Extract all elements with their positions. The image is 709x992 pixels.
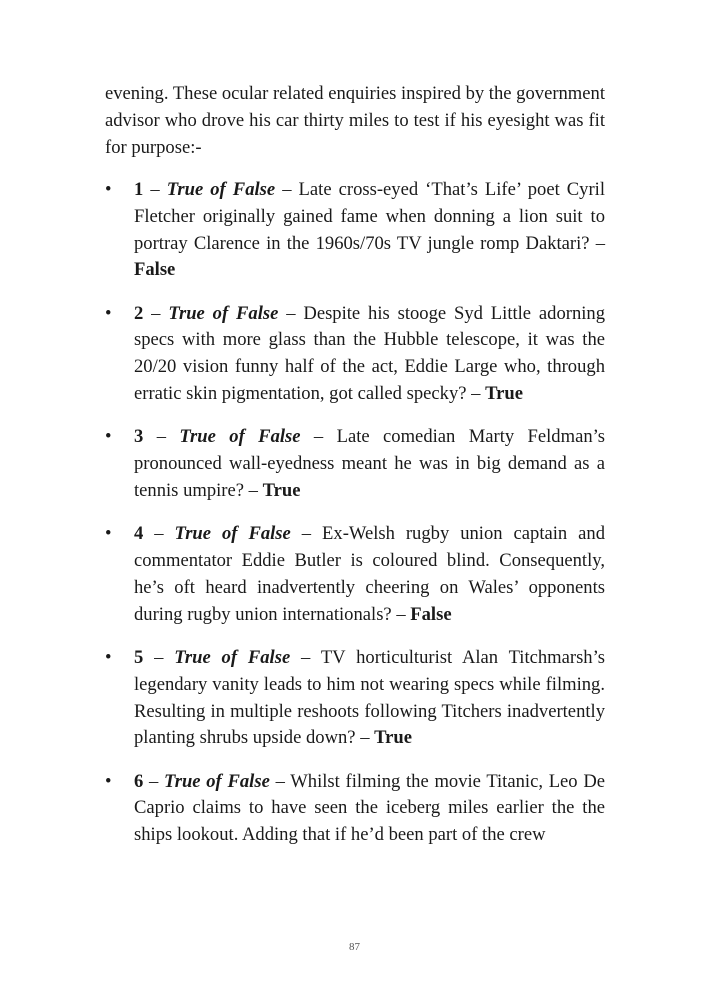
bullet: • bbox=[105, 646, 112, 668]
dash: – bbox=[589, 232, 605, 254]
bullet: • bbox=[105, 426, 112, 448]
question-text: Late comedian Marty Feldman’s pronounced wall-eyedness meant he was in big demand as a tennis umpire? bbox=[134, 426, 606, 501]
dash: – bbox=[466, 383, 486, 405]
question-label: True of False bbox=[166, 179, 276, 200]
question-number: 1 bbox=[134, 179, 144, 200]
question-label: True of False bbox=[174, 523, 291, 545]
question-number: 5 bbox=[134, 646, 144, 668]
question-text: Whilst filming the movie Titanic, Leo De Caprio claims to have seen the iceberg miles earlier the the ships lookout. Adding that if he’d been part of the crew bbox=[134, 770, 606, 846]
bullet: • bbox=[105, 179, 112, 200]
answer: True bbox=[485, 383, 523, 405]
quiz-item bbox=[105, 424, 605, 504]
dash: – bbox=[275, 179, 299, 200]
question-number: 3 bbox=[134, 426, 144, 448]
question-text: Late cross-eyed ‘That’s Life’ poet Cyril Fletcher originally gained fame when donning a lion suit to portray Clarence in the 1960s/70s TV jungle romp Daktari? bbox=[134, 179, 606, 254]
quiz-item bbox=[105, 521, 605, 628]
bullet: • bbox=[105, 770, 112, 792]
bullet: • bbox=[105, 523, 112, 545]
dash: – bbox=[143, 179, 167, 200]
quiz-item bbox=[105, 769, 605, 849]
answer: True bbox=[374, 727, 413, 749]
dash: – bbox=[143, 523, 175, 545]
dash: – bbox=[290, 523, 323, 545]
quiz-list bbox=[105, 177, 605, 866]
question-number: 4 bbox=[134, 523, 144, 545]
page-number: 87 bbox=[349, 941, 360, 953]
dash: – bbox=[243, 479, 263, 501]
question-text: Despite his stooge Syd Little adorning specs with more glass than the Hubble telescope, it was the 20/20 vision funny half of the act, Eddie Large who, through erratic skin pigmentation, got called specky? bbox=[134, 302, 606, 405]
dash: – bbox=[278, 302, 304, 324]
dash: – bbox=[143, 646, 175, 668]
dash: – bbox=[143, 426, 180, 448]
question-label: True of False bbox=[164, 770, 270, 792]
question-number: 6 bbox=[134, 770, 144, 792]
dash: – bbox=[391, 603, 411, 625]
dash: – bbox=[269, 770, 291, 792]
quiz-item bbox=[105, 301, 605, 408]
intro-paragraph: evening. These ocular related enquiries inspired by the government advisor who drove his car thirty miles to test if his eyesight was fit for purpose:- bbox=[105, 83, 605, 158]
answer: False bbox=[134, 259, 176, 281]
dash: – bbox=[143, 770, 165, 792]
question-text: Ex-Welsh rugby union captain and commentator Eddie Butler is coloured blind. Consequently, he’s oft heard inadvertently cheering on Wales’ opponents during rugby union internationals? bbox=[134, 523, 606, 625]
dash: – bbox=[290, 646, 321, 668]
question-number: 2 bbox=[134, 302, 144, 324]
question-text: TV horticulturist Alan Titchmarsh’s legendary vanity leads to him not wearing specs while filming. Resulting in multiple reshoots following Titchers inadvertently planting shrubs upside down? bbox=[134, 646, 605, 749]
quiz-item bbox=[105, 645, 605, 752]
question-label: True of False bbox=[179, 426, 301, 448]
quiz-item bbox=[105, 177, 605, 284]
dash: – bbox=[355, 727, 375, 749]
dash: – bbox=[143, 302, 169, 324]
question-label: True of False bbox=[174, 646, 291, 668]
bullet: • bbox=[105, 302, 112, 324]
dash: – bbox=[300, 426, 337, 448]
answer: True bbox=[262, 479, 301, 501]
answer: False bbox=[410, 603, 452, 625]
question-label: True of False bbox=[168, 302, 279, 324]
